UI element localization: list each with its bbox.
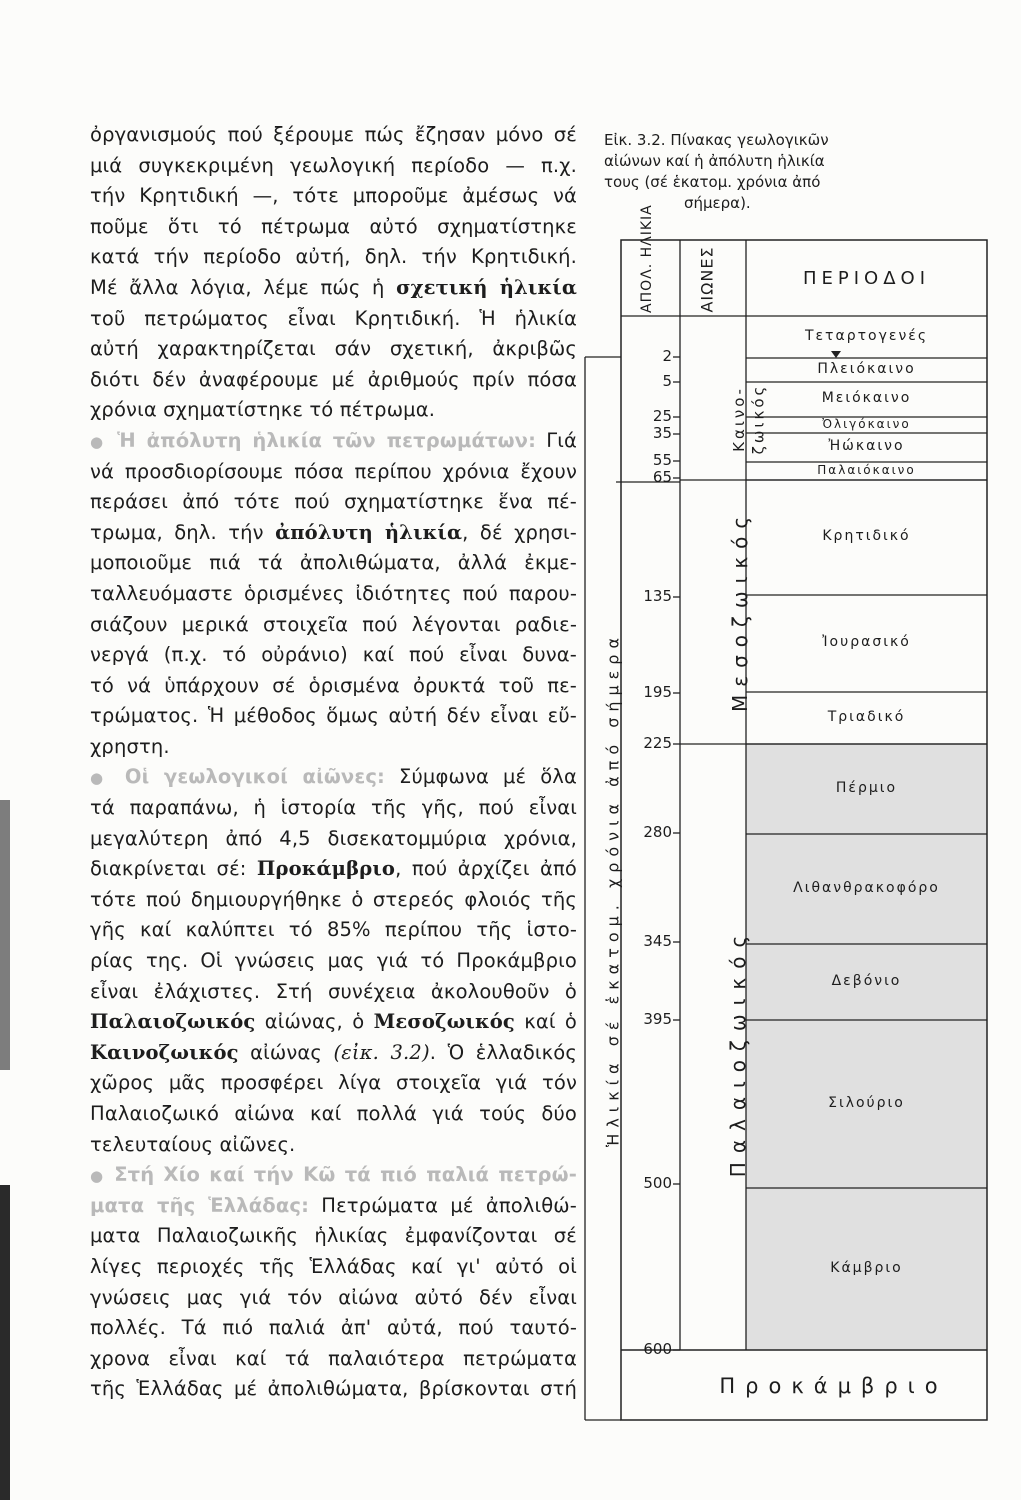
- term-precambrian: Προκάμβριο: [256, 857, 396, 881]
- text-line: γῆς καί καλύπτει τό 85% περίπου τῆς ἱστο-: [90, 918, 577, 942]
- text-line: διότι δέν ἀναφέρουμε μέ ἀριθμούς πρίν πόσα: [90, 367, 577, 391]
- caption-line: τους (σέ ἑκατομ. χρόνια ἀπό: [604, 173, 821, 191]
- period-label: Κάμβριο: [830, 1259, 903, 1276]
- caption-line: σήμερα).: [684, 194, 751, 212]
- text-line: ματα Παλαιοζωικῆς ἡλικίας ἐμφανίζονται σέ: [90, 1224, 577, 1248]
- text-line: ● Οἱ γεωλογικοί αἰῶνες: Σύμφωνα μέ ὅλα: [90, 765, 577, 789]
- age-tick-label: 395: [643, 1010, 672, 1028]
- period-label: Τεταρτογενές: [804, 327, 929, 344]
- age-tick-label: 280: [643, 823, 672, 841]
- term-paleozoic: Παλαιοζωικός: [90, 1010, 256, 1034]
- text-line: τρώματος. Ἡ μέθοδος ὅμως αὐτή δέν εἶναι εὔ-: [90, 704, 577, 728]
- period-label: Λιθανθρακοφόρο: [793, 879, 940, 896]
- text-line: νά προσδιορίσουμε πόσα περίπου χρόνια ἔχουν: [90, 459, 577, 483]
- text-line: τήν Κρητιδική —, τότε μποροῦμε ἀμέσως νά: [90, 184, 577, 208]
- heading-chios-continued: ματα τῆς Ἑλλάδας:: [90, 1193, 310, 1217]
- bullet-icon: ●: [90, 432, 108, 451]
- text-line: μοποιοῦμε πιά τά ἀπολιθώματα, ἀλλά ἐκμε-: [90, 551, 577, 575]
- text-line: Καινοζωικός αἰώνας (εἰκ. 3.2). Ὁ ἑλλαδικός: [90, 1040, 577, 1064]
- term-mesozoic: Μεσοζωικός: [373, 1010, 515, 1034]
- text-line: ποῦμε ὅτι τό πέτρωμα αὐτό σχηματίστηκε: [90, 214, 577, 238]
- bullet-icon: ●: [90, 1167, 106, 1186]
- text-line: χῶρος μᾶς προσφέρει λίγα στοιχεῖα γιά τόν: [90, 1071, 577, 1095]
- header-periods: ΠΕΡΙΟΔΟΙ: [802, 268, 931, 289]
- text-line: τό νά ὑπάρχουν σέ ὁρισμένα ὀρυκτά τοῦ πε-: [90, 673, 577, 697]
- text-line: ρίας της. Οἱ γνώσεις μας γιά τό Προκάμβριο: [90, 949, 577, 973]
- term-absolute-age: ἀπόλυτη ἡλικία: [275, 520, 463, 544]
- period-label: Ἰουρασικό: [822, 634, 911, 651]
- text-line: αὐτή χαρακτηρίζεται σάν σχετική, ἀκριβῶς: [90, 337, 577, 361]
- text-line: σιάζουν μερικά στοιχεῖα πού λέγονται ραδιε-: [90, 612, 577, 636]
- text-line: χρηστη.: [90, 734, 170, 758]
- text-line: νεργά (π.χ. τό οὐράνιο) καί πού εἶναι δυνα-: [90, 643, 577, 667]
- text-line: χρόνια σχηματίστηκε τό πέτρωμα.: [90, 398, 436, 422]
- text-line: Παλαιοζωικό αἰώνα καί πολλά γιά τούς δύο: [90, 1102, 577, 1125]
- text-line: λίγες περιοχές τῆς Ἑλλάδας καί γι' αὐτό οἱ: [90, 1254, 577, 1278]
- period-label: Ἠώκαινο: [828, 438, 905, 455]
- term-cenozoic: Καινοζωικός: [90, 1040, 239, 1064]
- caption-line: αἰώνων καί ἡ ἀπόλυτη ἡλικία: [604, 152, 825, 170]
- text-line: κατά τήν περίοδο αὐτή, δηλ. τήν Κρητιδική.: [90, 245, 577, 269]
- eon-label-cenozoic: ζωικός: [749, 383, 768, 455]
- text-line: τελευταίους αἰῶνες.: [90, 1132, 296, 1156]
- age-tick-label: 500: [643, 1174, 672, 1192]
- text-line: μεγαλύτερη ἀπό 4,5 δισεκατομμύρια χρόνια,: [90, 826, 577, 850]
- text-line: τῆς Ἑλλάδας μέ ἀπολιθώματα, βρίσκονται στή: [90, 1377, 577, 1401]
- age-tick-label: 25: [652, 407, 672, 425]
- text-line: τοῦ πετρώματος εἶναι Κρητιδική. Ἡ ἡλικία: [90, 306, 577, 330]
- text-line: Παλαιοζωικός αἰώνας, ὁ Μεσοζωικός καί ὁ: [90, 1010, 578, 1034]
- text-line: ματα τῆς Ἑλλάδας: Πετρώματα μέ ἀπολιθώ-: [90, 1193, 577, 1217]
- header-age: ΑΠΟΛ. ΗΛΙΚΙΑ: [639, 204, 655, 313]
- heading-absolute-age: Ἡ ἀπόλυτη ἡλικία τῶν πετρωμάτων:: [117, 428, 537, 452]
- period-label: Πέρμιο: [835, 779, 898, 796]
- age-tick-label: 5: [662, 372, 672, 390]
- age-tick-label: 35: [652, 424, 672, 442]
- period-label: Ὀλιγόκαινο: [822, 417, 911, 432]
- period-arrow-icon: [831, 351, 841, 358]
- text-line: διακρίνεται σέ: Προκάμβριο, πού ἀρχίζει ἀπό: [90, 857, 577, 881]
- text-line: τότε πού δημιουργήθηκε ὁ στερεός φλοιός τῆς: [90, 887, 577, 911]
- text-line: ● Ἡ ἀπόλυτη ἡλικία τῶν πετρωμάτων: Γιά: [90, 428, 577, 452]
- period-label: Δεβόνιο: [831, 972, 902, 989]
- text-line: χρονα εἶναι καί τά παλαιότερα πετρώματα: [90, 1346, 577, 1370]
- precambrian-label: Προκάμβριο: [719, 1374, 948, 1398]
- header-eons: ΑΙΩΝΕΣ: [697, 246, 717, 313]
- term-relative-age: σχετική ἡλικία: [396, 275, 577, 299]
- period-label: Κρητιδικό: [822, 528, 911, 545]
- age-tick-label: 2: [662, 347, 672, 365]
- age-axis-label: Ἡλικία σέ ἑκατομ. χρόνια ἀπό σήμερα: [603, 631, 623, 1148]
- age-tick-label: 65: [652, 468, 672, 486]
- text-line: ταλλευόμαστε ὁρισμένες ἰδιότητες πού παρου-: [90, 581, 577, 605]
- age-tick-label: 135: [643, 587, 672, 605]
- text-line: περάσει ἀπό τότε πού σχηματίστηκε ἕνα πέ-: [90, 490, 577, 514]
- caption-line: Εἰκ. 3.2. Πίνακας γεωλογικῶν: [604, 131, 829, 149]
- age-tick-label: 55: [652, 451, 672, 469]
- age-tick-label: 195: [643, 683, 672, 701]
- heading-eons: Οἱ γεωλογικοί αἰῶνες:: [124, 765, 386, 789]
- text-line: Μέ ἄλλα λόγια, λέμε πώς ἡ σχετική ἡλικία: [90, 275, 577, 299]
- text-line: τρωμα, δηλ. τήν ἀπόλυτη ἡλικία, δέ χρησι-: [90, 520, 577, 544]
- period-label: Τριαδικό: [827, 708, 906, 725]
- text-line: μιά συγκεκριμένη γεωλογική περίοδο — π.χ.: [90, 153, 577, 177]
- text-line: πολλές. Τά πιό παλιά ἀπ' αὐτά, πού ταυτό-: [90, 1316, 577, 1340]
- eon-label-cenozoic: Καινο-: [729, 386, 748, 452]
- period-label: Σιλούριο: [828, 1094, 905, 1111]
- period-label: Πλειόκαινο: [817, 360, 916, 377]
- eon-label-paleozoic: Παλαιοζωικός: [726, 926, 750, 1178]
- figure-reference: (εἰκ. 3.2): [333, 1040, 430, 1064]
- heading-chios: Στή Χίο καί τήν Κῶ τά πιό παλιά πετρώ-: [114, 1163, 577, 1187]
- text-line: γνώσεις μας γιά τόν αἰώνα αὐτό δέν εἶναι: [90, 1285, 577, 1309]
- text-line: ὀργανισμούς πού ξέρουμε πώς ἔζησαν μόνο σέ: [90, 123, 577, 146]
- period-label: Παλαιόκαινο: [817, 463, 916, 478]
- text-line: εἶναι ἐλάχιστες. Στή συνέχεια ἀκολουθοῦν ὁ: [90, 979, 577, 1003]
- age-tick-label: 345: [643, 932, 672, 950]
- age-tick-label: 600: [643, 1340, 672, 1358]
- bullet-icon: ●: [90, 769, 111, 788]
- age-tick-label: 225: [643, 734, 672, 752]
- period-label: Μειόκαινο: [821, 390, 912, 407]
- eon-label-mesozoic: Μεσοζωικός: [728, 508, 752, 712]
- text-line: τά παραπάνω, ἡ ἱστορία τῆς γῆς, πού εἶναι: [90, 796, 577, 820]
